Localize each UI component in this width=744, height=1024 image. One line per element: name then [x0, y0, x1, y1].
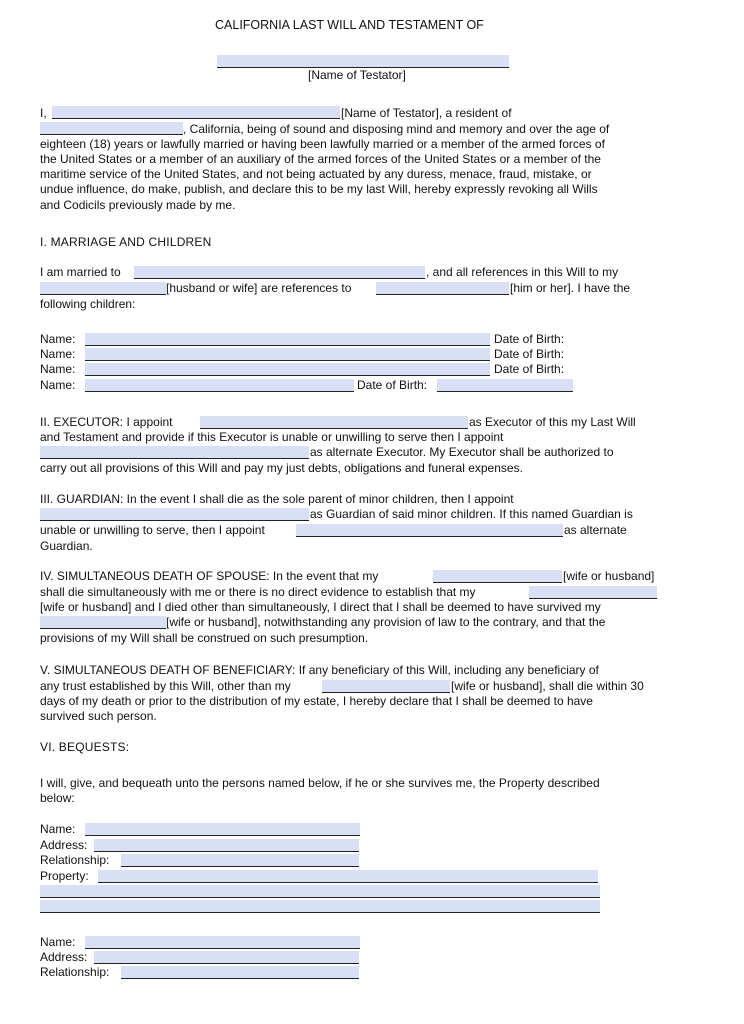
intro-line: eighteen (18) years or lawfully married or having been lawfully married or a member of the armed forces of	[40, 137, 605, 151]
marriage-line: following children:	[40, 297, 136, 311]
bequest-relationship-label: Relationship:	[40, 853, 110, 867]
guardian-line: as alternate	[564, 523, 627, 537]
child-name-field[interactable]	[85, 379, 354, 392]
spouse-survived-field[interactable]	[40, 616, 166, 629]
child-dob-label: Date of Birth:	[494, 332, 565, 346]
spouse-line: provisions of my Will shall be construed on such presumption.	[40, 631, 369, 645]
child-name-field[interactable]	[85, 333, 490, 346]
marriage-line: I am married to	[40, 265, 121, 279]
spouse-line: [wife or husband]	[563, 569, 655, 583]
guardian-line: unable or unwilling to serve, then I appoint	[40, 523, 265, 537]
bequests-line: below:	[40, 791, 75, 805]
bequest-property-field-3[interactable]	[40, 900, 600, 913]
spouse-name-field[interactable]	[134, 266, 425, 279]
intro-line: and Codicils previously made by me.	[40, 198, 236, 212]
bequest-address-label: Address:	[40, 950, 88, 964]
testator-name-field[interactable]	[217, 55, 509, 68]
spouse-line: IV. SIMULTANEOUS DEATH OF SPOUSE: In the event that my	[40, 569, 379, 583]
guardian-line: Guardian.	[40, 539, 93, 553]
bequest-name-field[interactable]	[85, 823, 360, 836]
child-name-label: Name:	[40, 347, 76, 361]
child-dob-label: Date of Birth:	[357, 378, 428, 392]
intro-line: , California, being of sound and disposing mind and memory and over the age of	[183, 122, 610, 136]
spouse-evidence-field[interactable]	[529, 586, 657, 599]
marriage-line: [husband or wife] are references to	[166, 281, 352, 295]
executor-line: II. EXECUTOR: I appoint	[40, 415, 173, 429]
bequest-property-field[interactable]	[98, 870, 598, 883]
bequest-property-label: Property:	[40, 869, 89, 883]
alternate-guardian-field[interactable]	[296, 524, 563, 537]
child-name-field[interactable]	[85, 348, 490, 361]
executor-line: as alternate Executor. My Executor shall be authorized to	[310, 445, 614, 459]
bequest-name-field[interactable]	[85, 936, 360, 949]
child-dob-field[interactable]	[437, 379, 573, 392]
marriage-line: [him or her]. I have the	[510, 281, 631, 295]
beneficiary-line: V. SIMULTANEOUS DEATH OF BENEFICIARY: If any beneficiary of this Will, including any beneficiary of	[40, 663, 599, 677]
intro-line: undue influence, do make, publish, and declare this to be my last Will, hereby expressly revoking all Wills	[40, 182, 598, 196]
guardian-name-field[interactable]	[40, 508, 309, 521]
residence-county-field[interactable]	[40, 122, 183, 135]
child-dob-label: Date of Birth:	[494, 347, 565, 361]
bequest-address-field[interactable]	[94, 839, 359, 852]
bequest-address-label: Address:	[40, 838, 88, 852]
intro-line: I,	[40, 106, 47, 120]
bequests-line: I will, give, and bequeath unto the persons named below, if he or she survives me, the Property described	[40, 776, 600, 790]
child-name-label: Name:	[40, 378, 76, 392]
executor-line: and Testament and provide if this Executor is unable or unwilling to serve then I appoint	[40, 430, 504, 444]
spouse-line: [wife or husband], notwithstanding any provision of law to the contrary, and that the	[166, 615, 606, 629]
testator-name-caption: [Name of Testator]	[308, 68, 406, 82]
bequest-relationship-field[interactable]	[121, 854, 359, 867]
beneficiary-spouse-field[interactable]	[322, 680, 450, 693]
beneficiary-line: [wife or husband], shall die within 30	[451, 679, 644, 693]
spouse-line: [wife or husband] and I died other than simultaneously, I direct that I shall be deemed to have survived my	[40, 600, 601, 614]
bequest-name-label: Name:	[40, 935, 76, 949]
spouse-death-field[interactable]	[433, 570, 562, 583]
child-dob-label: Date of Birth:	[494, 362, 565, 376]
child-name-field[interactable]	[85, 363, 490, 376]
guardian-line: III. GUARDIAN: In the event I shall die as the sole parent of minor children, then I appoint	[40, 492, 514, 506]
testator-name-field-2[interactable]	[52, 106, 340, 119]
beneficiary-line: days of my death or prior to the distribution of my estate, I hereby declare that I shall be deemed to have	[40, 694, 593, 708]
section-heading-marriage: I. MARRIAGE AND CHILDREN	[40, 235, 212, 249]
executor-line: as Executor of this my Last Will	[469, 415, 636, 429]
spouse-reference-field[interactable]	[376, 282, 509, 295]
intro-line: the United States or a member of an auxiliary of the armed forces of the United States or a member of the	[40, 152, 601, 166]
bequest-relationship-field[interactable]	[121, 966, 359, 979]
document-title: CALIFORNIA LAST WILL AND TESTAMENT OF	[215, 18, 484, 32]
guardian-line: as Guardian of said minor children. If this named Guardian is	[310, 507, 633, 521]
intro-line: maritime service of the United States, and not being actuated by any duress, menace, fraud, mistake, or	[40, 167, 592, 181]
bequest-name-label: Name:	[40, 822, 76, 836]
bequest-address-field[interactable]	[94, 951, 359, 964]
child-name-label: Name:	[40, 332, 76, 346]
bequest-property-field-2[interactable]	[40, 885, 600, 898]
spouse-line: shall die simultaneously with me or there is no direct evidence to establish that my	[40, 585, 476, 599]
intro-line: [Name of Testator], a resident of	[341, 106, 512, 120]
marriage-line: , and all references in this Will to my	[426, 265, 619, 279]
bequest-relationship-label: Relationship:	[40, 965, 110, 979]
husband-or-wife-field[interactable]	[40, 282, 166, 295]
beneficiary-line: any trust established by this Will, other than my	[40, 679, 291, 693]
executor-line: carry out all provisions of this Will and pay my just debts, obligations and funeral expenses.	[40, 461, 523, 475]
alternate-executor-field[interactable]	[40, 446, 309, 459]
section-heading-bequests: VI. BEQUESTS:	[40, 740, 130, 754]
executor-name-field[interactable]	[200, 416, 468, 429]
beneficiary-line: survived such person.	[40, 709, 157, 723]
child-name-label: Name:	[40, 362, 76, 376]
